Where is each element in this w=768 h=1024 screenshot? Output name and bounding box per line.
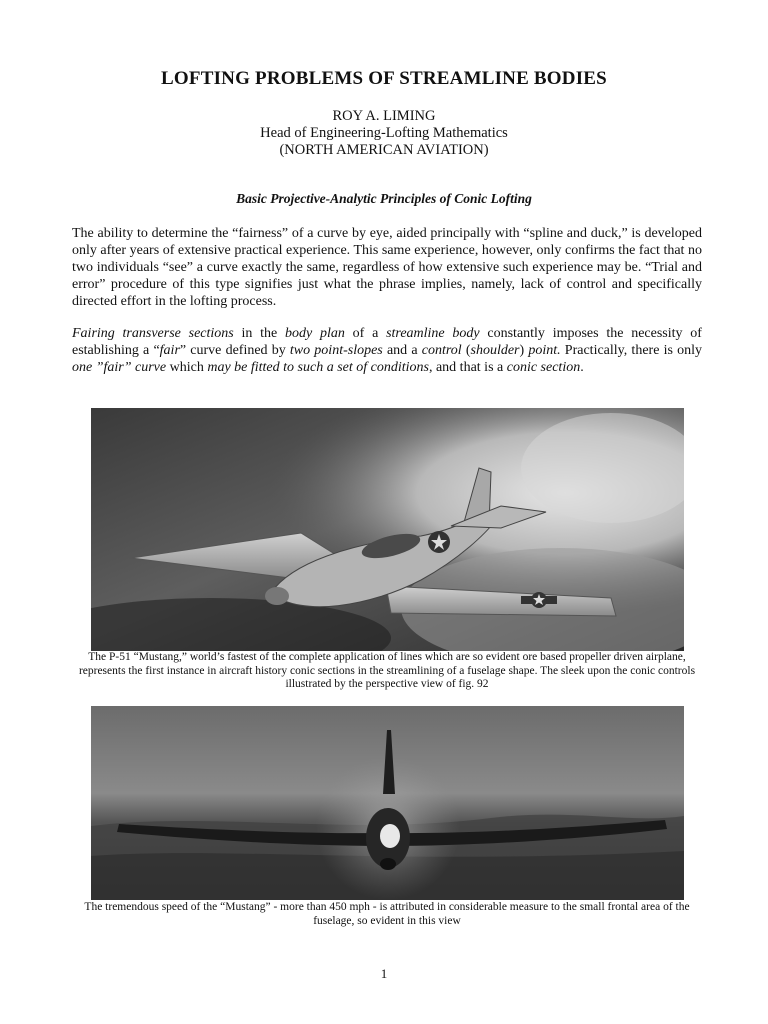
p2-span: fair	[159, 343, 180, 358]
section-subtitle: Basic Projective-Analytic Principles of Conic Lofting	[236, 191, 532, 206]
p2-span: ” curve defined by	[179, 343, 290, 358]
p2-span: body plan	[285, 326, 345, 341]
author-company: (NORTH AMERICAN AVIATION)	[279, 142, 489, 158]
p2-span: constantly imposes the necessity of establishing a “	[72, 326, 702, 358]
p2-span: two point-slopes	[289, 343, 383, 358]
p2-span: Practically, there is only	[560, 343, 702, 358]
author-name: ROY A. LIMING	[332, 108, 436, 124]
mustang-frontal-photo	[91, 706, 684, 900]
p2-span: of a	[344, 326, 387, 341]
mustang-perspective-photo	[91, 408, 684, 651]
figure-1-caption: The P-51 “Mustang,” world’s fastest of the complete application of lines which are so evident ore based propeller driven airplane, represents the first instance in aircraft history conic sections in the streamlining of a fuselage shape. The sleek upon the conic controls illustrated by the perspective view of fig. 92	[78, 651, 696, 690]
p2-span: , and that is a	[428, 360, 507, 375]
figure-2-caption: The tremendous speed of the “Mustang” - more than 450 mph - is attributed in considerable measure to the small frontal area of the fuselage, so evident in this view	[84, 901, 690, 927]
page-number: 1	[380, 966, 388, 981]
p2-span: control	[421, 343, 462, 358]
p2-span: (	[461, 343, 471, 358]
p2-span: and a	[382, 343, 422, 358]
p2-span: may be fitted to such a set of conditions	[207, 360, 429, 375]
p2-span: conic section	[506, 360, 581, 375]
p2-span: streamline body	[386, 326, 480, 341]
paragraph-2	[72, 325, 702, 376]
p2-span: Fairing transverse sections	[72, 326, 234, 341]
author-position: Head of Engineering-Lofting Mathematics	[260, 125, 508, 141]
p2-span: )	[519, 343, 529, 358]
p2-span: point.	[528, 343, 561, 358]
author-block	[0, 108, 768, 159]
p2-span: one ”fair” curve	[72, 360, 167, 375]
p2-span: shoulder	[470, 343, 520, 358]
document-title: LOFTING PROBLEMS OF STREAMLINE BODIES	[161, 68, 607, 89]
p2-span: in the	[233, 326, 286, 341]
p2-span: .	[580, 360, 584, 375]
p2-span: which	[166, 360, 208, 375]
paragraph-1: The ability to determine the “fairness” of a curve by eye, aided principally with “spline and duck,” is developed only after years of extensive practical experience. This same experience, however, only confirms the fact that no two individuals “see” a curve exactly the same, regardless of how extensive such experience may be. “Trial and error” procedure of this type signifies just what the phrase implies, namely, lack of control and specifically directed effort in the lofting process.	[72, 226, 702, 309]
